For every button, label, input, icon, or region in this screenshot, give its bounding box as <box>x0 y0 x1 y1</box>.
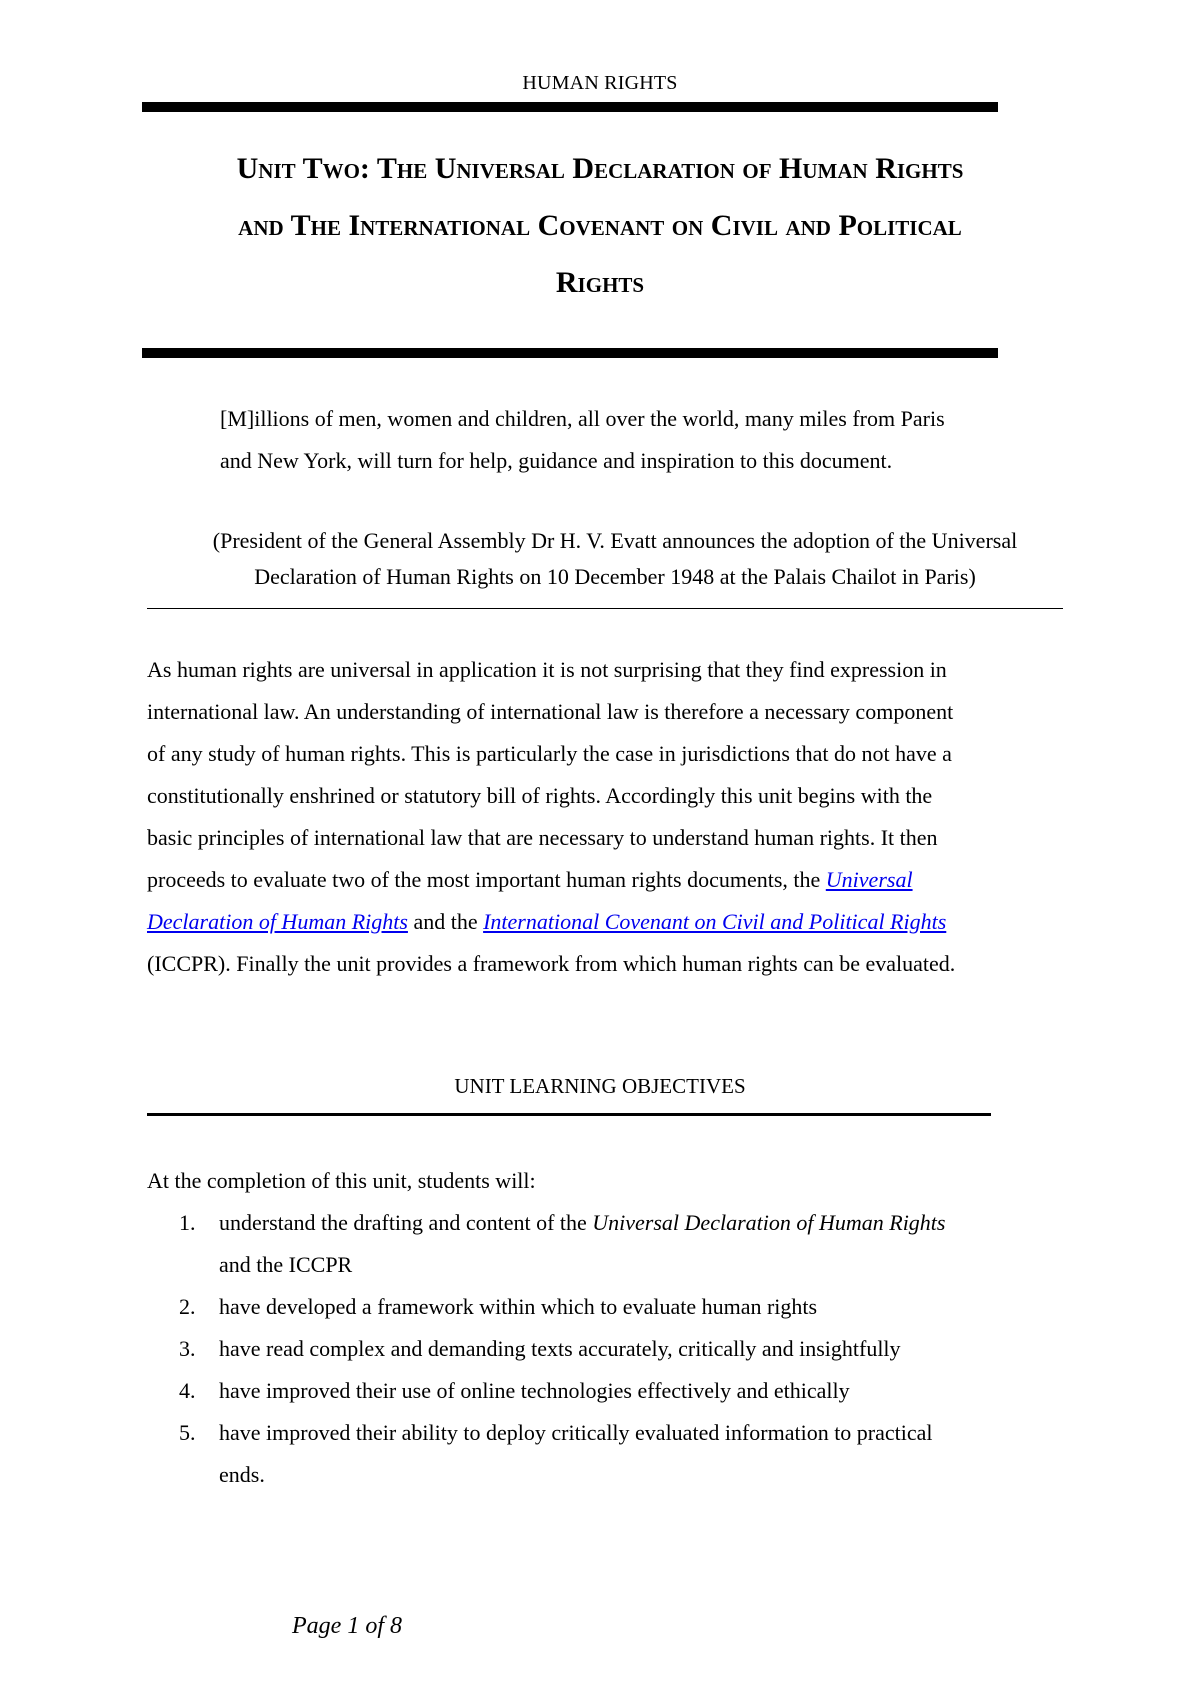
objective-item-4 <box>147 1370 1067 1412</box>
objective-text: have improved their use of online technologies effectively and ethically <box>219 1378 850 1403</box>
epigraph-quote <box>220 398 1080 482</box>
running-header: HUMAN RIGHTS <box>522 72 678 94</box>
objective-text: have developed a framework within which to evaluate human rights <box>219 1294 818 1319</box>
objectives-rule <box>147 1113 991 1116</box>
paragraph-line-4: constitutionally enshrined or statutory bill of rights. Accordingly this unit begins with the <box>147 783 933 808</box>
paragraph-line-6 <box>147 859 1067 901</box>
paragraph-line-8: (ICCPR). Finally the unit provides a framework from which human rights can be evaluated. <box>147 951 956 976</box>
objectives-list <box>147 1202 1067 1496</box>
quote-line-2: and New York, will turn for help, guidance and inspiration to this document. <box>220 448 893 473</box>
unit-title-line-2: and The International Covenant on Civil and Political <box>238 209 962 242</box>
objective-text: understand the drafting and content of the <box>219 1210 593 1235</box>
attribution-line-2: Declaration of Human Rights on 10 December 1948 at the Palais Chailot in Paris) <box>254 564 976 589</box>
epigraph-attribution <box>150 523 1080 595</box>
objective-item-2 <box>147 1286 1067 1328</box>
objective-number: 2. <box>179 1294 196 1319</box>
objectives-heading: UNIT LEARNING OBJECTIVES <box>454 1074 746 1098</box>
objective-number: 1. <box>179 1210 196 1235</box>
header-rule <box>142 102 998 112</box>
unit-title-line-1: Unit Two: The Universal Declaration of Human Rights <box>236 152 964 185</box>
udhr-link-part-1[interactable]: Universal <box>825 867 913 892</box>
objective-item-1 <box>147 1202 1067 1286</box>
paragraph-line-6-text: proceeds to evaluate two of the most important human rights documents, the <box>147 867 826 892</box>
intro-paragraph <box>147 649 1067 985</box>
epigraph-divider <box>147 608 1063 609</box>
paragraph-line-7-text: and the <box>407 909 484 934</box>
quote-line-1: [M]illions of men, women and children, all over the world, many miles from Paris <box>220 406 945 431</box>
unit-title <box>150 140 1050 311</box>
objective-line <box>219 1202 1067 1244</box>
paragraph-line-5: basic principles of international law that are necessary to understand human rights. It then <box>147 825 938 850</box>
objective-item-3 <box>147 1328 1067 1370</box>
page-number: Page 1 of 8 <box>292 1613 402 1639</box>
objective-text: have read complex and demanding texts accurately, critically and insightfully <box>219 1336 901 1361</box>
paragraph-line-7 <box>147 901 1067 943</box>
attribution-line-1: (President of the General Assembly Dr H. V. Evatt announces the adoption of the Universal <box>212 528 1018 553</box>
objective-number: 3. <box>179 1336 196 1361</box>
objective-item-5 <box>147 1412 1067 1496</box>
objective-text: ends. <box>219 1462 265 1487</box>
objectives-intro: At the completion of this unit, students will: <box>147 1168 536 1193</box>
objective-line: and the ICCPR <box>219 1252 353 1277</box>
paragraph-line-3: of any study of human rights. This is particularly the case in jurisdictions that do not have a <box>147 741 952 766</box>
udhr-link-part-2[interactable]: Declaration of Human Rights <box>147 909 408 934</box>
title-rule <box>142 348 998 358</box>
objective-text: have improved their ability to deploy critically evaluated information to practical <box>219 1420 933 1445</box>
paragraph-line-1: As human rights are universal in application it is not surprising that they find expression in <box>147 657 947 682</box>
objective-number: 4. <box>179 1378 196 1403</box>
iccpr-link[interactable]: International Covenant on Civil and Political Rights <box>483 909 947 934</box>
objective-number: 5. <box>179 1420 196 1445</box>
unit-title-line-3: Rights <box>555 266 645 299</box>
paragraph-line-2: international law. An understanding of international law is therefore a necessary component <box>147 699 954 724</box>
objective-emphasis: Universal Declaration of Human Rights <box>592 1210 946 1235</box>
